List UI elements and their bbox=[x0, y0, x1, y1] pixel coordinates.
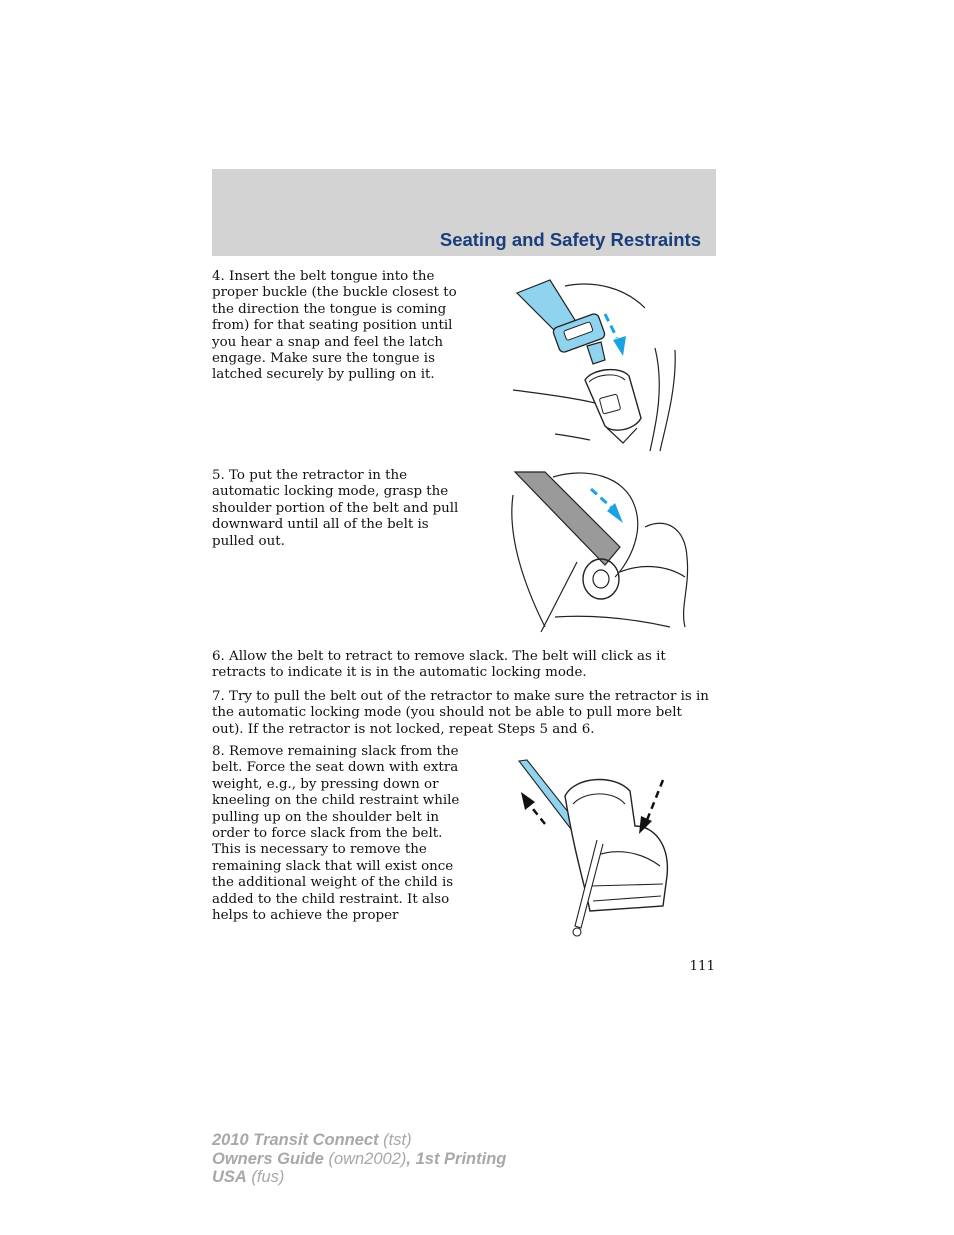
document-footer bbox=[212, 1131, 506, 1187]
footer-market: USA bbox=[212, 1168, 247, 1186]
belt-buckle-insertion-illustration bbox=[505, 268, 685, 453]
step-7-text: 7. Try to pull the belt out of the retractor to make sure the retractor is in the automatic locking mode (you should not be able to pull more belt out). If the retractor is not locked, repeat Steps 5 and 6. bbox=[212, 689, 709, 737]
footer-guide-code: (own2002) bbox=[323, 1149, 407, 1168]
step-5-text: 5. To put the retractor in the automatic locking mode, grasp the shoulder portion of the belt and pull downward until all of the belt is pulled out. bbox=[212, 468, 459, 549]
child-seat-press-illustration bbox=[505, 756, 675, 941]
section-header-band bbox=[212, 169, 716, 256]
page-number: 111 bbox=[689, 959, 715, 974]
footer-line-3 bbox=[212, 1168, 506, 1187]
step-4-text: 4. Insert the belt tongue into the proper buckle (the buckle closest to the direction the tongue is coming from) for that seating position until you hear a snap and feel the latch engage. Make sure the tongue is latched securely by pulling on it. bbox=[212, 269, 457, 383]
step-6-text: 6. Allow the belt to retract to remove slack. The belt will click as it retracts to indicate it is in the automatic locking mode. bbox=[212, 649, 666, 681]
shoulder-belt-pull-illustration bbox=[505, 467, 695, 635]
footer-market-code: (fus) bbox=[246, 1168, 285, 1186]
section-title: Seating and Safety Restraints bbox=[439, 229, 701, 250]
footer-line-1 bbox=[212, 1131, 506, 1150]
footer-model-code: (tst) bbox=[378, 1131, 412, 1149]
footer-model: 2010 Transit Connect bbox=[212, 1131, 379, 1149]
step-8-text: 8. Remove remaining slack from the belt. Force the seat down with extra weight, e.g., by pressing down or kneeling on the child restraint while pulling up on the shoulder belt in order to force slack from the belt. This is necessary to remove the remaining slack that will exist once the additional weight of the child is added to the child restraint. It also helps to achieve the proper bbox=[212, 744, 460, 924]
footer-printing: , 1st Printing bbox=[406, 1149, 507, 1168]
footer-line-2 bbox=[212, 1150, 506, 1169]
footer-guide: Owners Guide bbox=[212, 1149, 324, 1168]
